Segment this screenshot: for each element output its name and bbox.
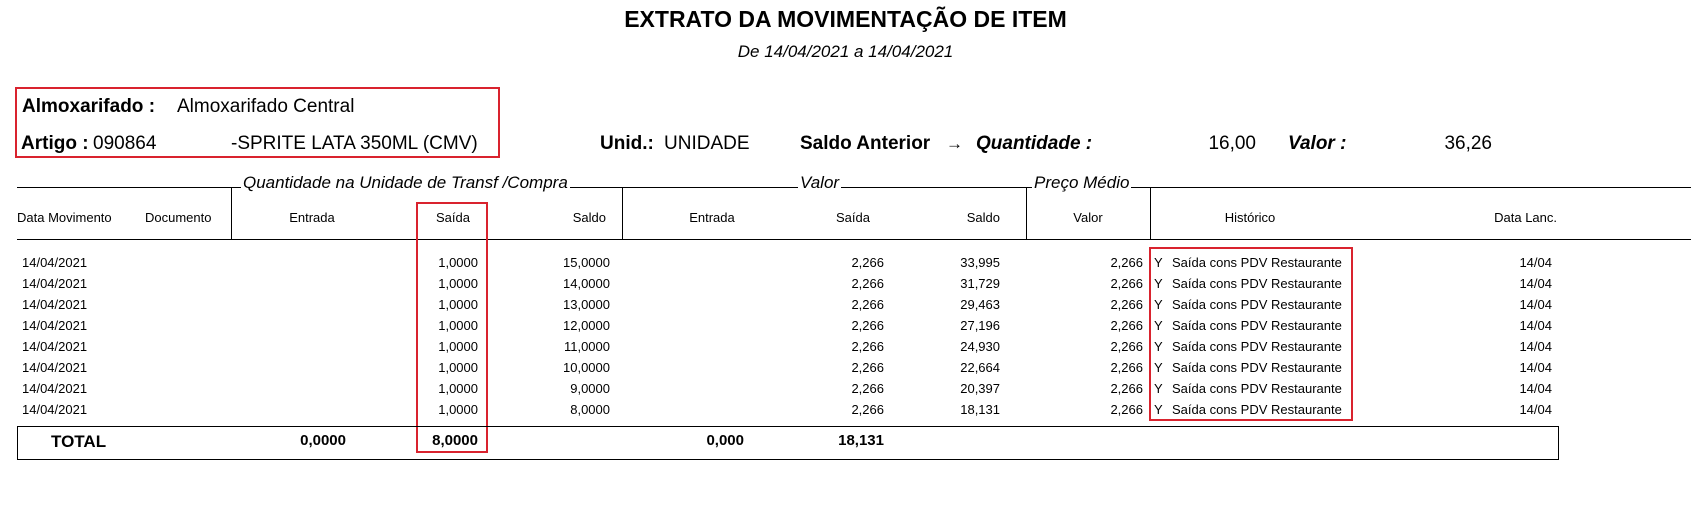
col-sep xyxy=(1026,187,1027,239)
table-row xyxy=(0,255,1691,277)
col-data-movimento: Data Movimento xyxy=(17,210,112,225)
col-sep xyxy=(1150,187,1151,239)
cell-v-saida: 2,266 xyxy=(851,381,884,396)
quantidade-label: Quantidade : xyxy=(976,133,1093,154)
cell-data: 14/04/2021 xyxy=(22,339,88,354)
group-preco-medio: Preço Médio xyxy=(1034,173,1130,192)
highlight-box-saida-column xyxy=(416,202,488,453)
table-row xyxy=(0,360,1691,382)
cell-v-saldo: 24,930 xyxy=(960,339,1000,354)
cell-data-lanc: 14/04 xyxy=(1519,339,1552,354)
highlight-box-historico xyxy=(1149,247,1353,421)
total-right-border xyxy=(1558,426,1559,459)
cell-q-saida: 1,0000 xyxy=(438,255,478,270)
col-q-saldo: Saldo xyxy=(572,210,606,225)
cell-hist-flag: Y xyxy=(1154,339,1163,354)
header-bottom-rule xyxy=(17,239,1691,240)
total-bottom-rule xyxy=(17,459,1559,460)
col-q-entrada: Entrada xyxy=(289,210,335,225)
col-sep xyxy=(622,187,623,239)
cell-v-saldo: 20,397 xyxy=(960,381,1000,396)
cell-hist-flag: Y xyxy=(1154,318,1163,333)
cell-historico: Saída cons PDV Restaurante xyxy=(1172,255,1342,270)
cell-data-lanc: 14/04 xyxy=(1519,381,1552,396)
cell-v-saldo: 33,995 xyxy=(960,255,1000,270)
cell-hist-flag: Y xyxy=(1154,402,1163,417)
table-row xyxy=(0,297,1691,319)
cell-pm-valor: 2,266 xyxy=(1110,318,1143,333)
cell-data: 14/04/2021 xyxy=(22,360,88,375)
total-left-border xyxy=(17,426,18,459)
cell-data-lanc: 14/04 xyxy=(1519,402,1552,417)
cell-q-saldo: 9,0000 xyxy=(570,381,610,396)
cell-historico: Saída cons PDV Restaurante xyxy=(1172,402,1342,417)
cell-q-saida: 1,0000 xyxy=(438,402,478,417)
quantidade-value: 16,00 xyxy=(1208,133,1256,154)
cell-q-saida: 1,0000 xyxy=(438,276,478,291)
cell-pm-valor: 2,266 xyxy=(1110,297,1143,312)
cell-v-saida: 2,266 xyxy=(851,318,884,333)
col-data-lanc: Data Lanc. xyxy=(1494,210,1557,225)
artigo-label: Artigo : xyxy=(21,133,89,154)
cell-pm-valor: 2,266 xyxy=(1110,339,1143,354)
cell-v-saida: 2,266 xyxy=(851,360,884,375)
cell-historico: Saída cons PDV Restaurante xyxy=(1172,360,1342,375)
report-title: EXTRATO DA MOVIMENTAÇÃO DE ITEM xyxy=(624,6,1067,32)
cell-q-saida: 1,0000 xyxy=(438,381,478,396)
arrow-right-icon: → xyxy=(946,134,963,153)
total-label: TOTAL xyxy=(51,432,107,451)
col-sep xyxy=(231,187,232,239)
table-row xyxy=(0,276,1691,298)
total-top-rule xyxy=(17,426,1559,427)
cell-data: 14/04/2021 xyxy=(22,255,88,270)
cell-q-saldo: 10,0000 xyxy=(563,360,610,375)
cell-hist-flag: Y xyxy=(1154,381,1163,396)
cell-data: 14/04/2021 xyxy=(22,276,88,291)
col-pm-valor: Valor xyxy=(1073,210,1103,225)
col-v-saldo: Saldo xyxy=(966,210,1000,225)
unid-label: Unid.: xyxy=(600,133,654,154)
cell-historico: Saída cons PDV Restaurante xyxy=(1172,318,1342,333)
almox-value: Almoxarifado Central xyxy=(177,96,355,117)
col-v-saida: Saída xyxy=(836,210,870,225)
cell-pm-valor: 2,266 xyxy=(1110,381,1143,396)
cell-q-saldo: 12,0000 xyxy=(563,318,610,333)
cell-data-lanc: 14/04 xyxy=(1519,297,1552,312)
cell-q-saldo: 8,0000 xyxy=(570,402,610,417)
almox-label: Almoxarifado : xyxy=(22,96,156,117)
cell-hist-flag: Y xyxy=(1154,297,1163,312)
cell-historico: Saída cons PDV Restaurante xyxy=(1172,339,1342,354)
cell-historico: Saída cons PDV Restaurante xyxy=(1172,276,1342,291)
cell-data-lanc: 14/04 xyxy=(1519,318,1552,333)
cell-v-saida: 2,266 xyxy=(851,297,884,312)
cell-q-saida: 1,0000 xyxy=(438,360,478,375)
report-date-range: De 14/04/2021 a 14/04/2021 xyxy=(737,42,954,61)
cell-v-saida: 2,266 xyxy=(851,402,884,417)
total-v-entrada: 0,000 xyxy=(706,432,744,449)
cell-v-saida: 2,266 xyxy=(851,276,884,291)
cell-data: 14/04/2021 xyxy=(22,297,88,312)
table-row xyxy=(0,402,1691,424)
cell-historico: Saída cons PDV Restaurante xyxy=(1172,297,1342,312)
cell-v-saldo: 22,664 xyxy=(960,360,1000,375)
cell-q-saldo: 13,0000 xyxy=(563,297,610,312)
cell-q-saldo: 11,0000 xyxy=(563,339,610,354)
artigo-description: -SPRITE LATA 350ML (CMV) xyxy=(231,133,478,154)
cell-hist-flag: Y xyxy=(1154,360,1163,375)
group-valor: Valor xyxy=(800,173,840,192)
cell-v-saldo: 18,131 xyxy=(960,402,1000,417)
total-q-saida: 8,0000 xyxy=(432,432,478,449)
cell-data-lanc: 14/04 xyxy=(1519,360,1552,375)
cell-q-saida: 1,0000 xyxy=(438,297,478,312)
col-historico: Histórico xyxy=(1224,210,1276,225)
cell-v-saldo: 27,196 xyxy=(960,318,1000,333)
valor-value: 36,26 xyxy=(1444,133,1492,154)
artigo-code: 090864 xyxy=(93,133,157,154)
valor-label: Valor : xyxy=(1288,133,1347,154)
cell-pm-valor: 2,266 xyxy=(1110,255,1143,270)
cell-data-lanc: 14/04 xyxy=(1519,255,1552,270)
cell-data: 14/04/2021 xyxy=(22,402,88,417)
col-documento: Documento xyxy=(145,210,212,225)
cell-data-lanc: 14/04 xyxy=(1519,276,1552,291)
col-v-entrada: Entrada xyxy=(689,210,735,225)
cell-q-saida: 1,0000 xyxy=(438,318,478,333)
table-row xyxy=(0,381,1691,403)
cell-pm-valor: 2,266 xyxy=(1110,402,1143,417)
cell-hist-flag: Y xyxy=(1154,255,1163,270)
group-quantidade: Quantidade na Unidade de Transf /Compra xyxy=(243,173,568,192)
cell-pm-valor: 2,266 xyxy=(1110,276,1143,291)
cell-q-saida: 1,0000 xyxy=(438,339,478,354)
total-v-saida: 18,131 xyxy=(838,432,884,449)
cell-hist-flag: Y xyxy=(1154,276,1163,291)
cell-q-saldo: 15,0000 xyxy=(563,255,610,270)
cell-pm-valor: 2,266 xyxy=(1110,360,1143,375)
table-row xyxy=(0,318,1691,340)
total-q-entrada: 0,0000 xyxy=(300,432,346,449)
cell-q-saldo: 14,0000 xyxy=(563,276,610,291)
table-row xyxy=(0,339,1691,361)
cell-v-saida: 2,266 xyxy=(851,255,884,270)
cell-data: 14/04/2021 xyxy=(22,318,88,333)
cell-v-saldo: 31,729 xyxy=(960,276,1000,291)
unid-value: UNIDADE xyxy=(664,133,750,154)
cell-v-saldo: 29,463 xyxy=(960,297,1000,312)
cell-v-saida: 2,266 xyxy=(851,339,884,354)
saldo-anterior-label: Saldo Anterior xyxy=(800,133,931,154)
cell-historico: Saída cons PDV Restaurante xyxy=(1172,381,1342,396)
col-q-saida: Saída xyxy=(436,210,470,225)
cell-data: 14/04/2021 xyxy=(22,381,88,396)
